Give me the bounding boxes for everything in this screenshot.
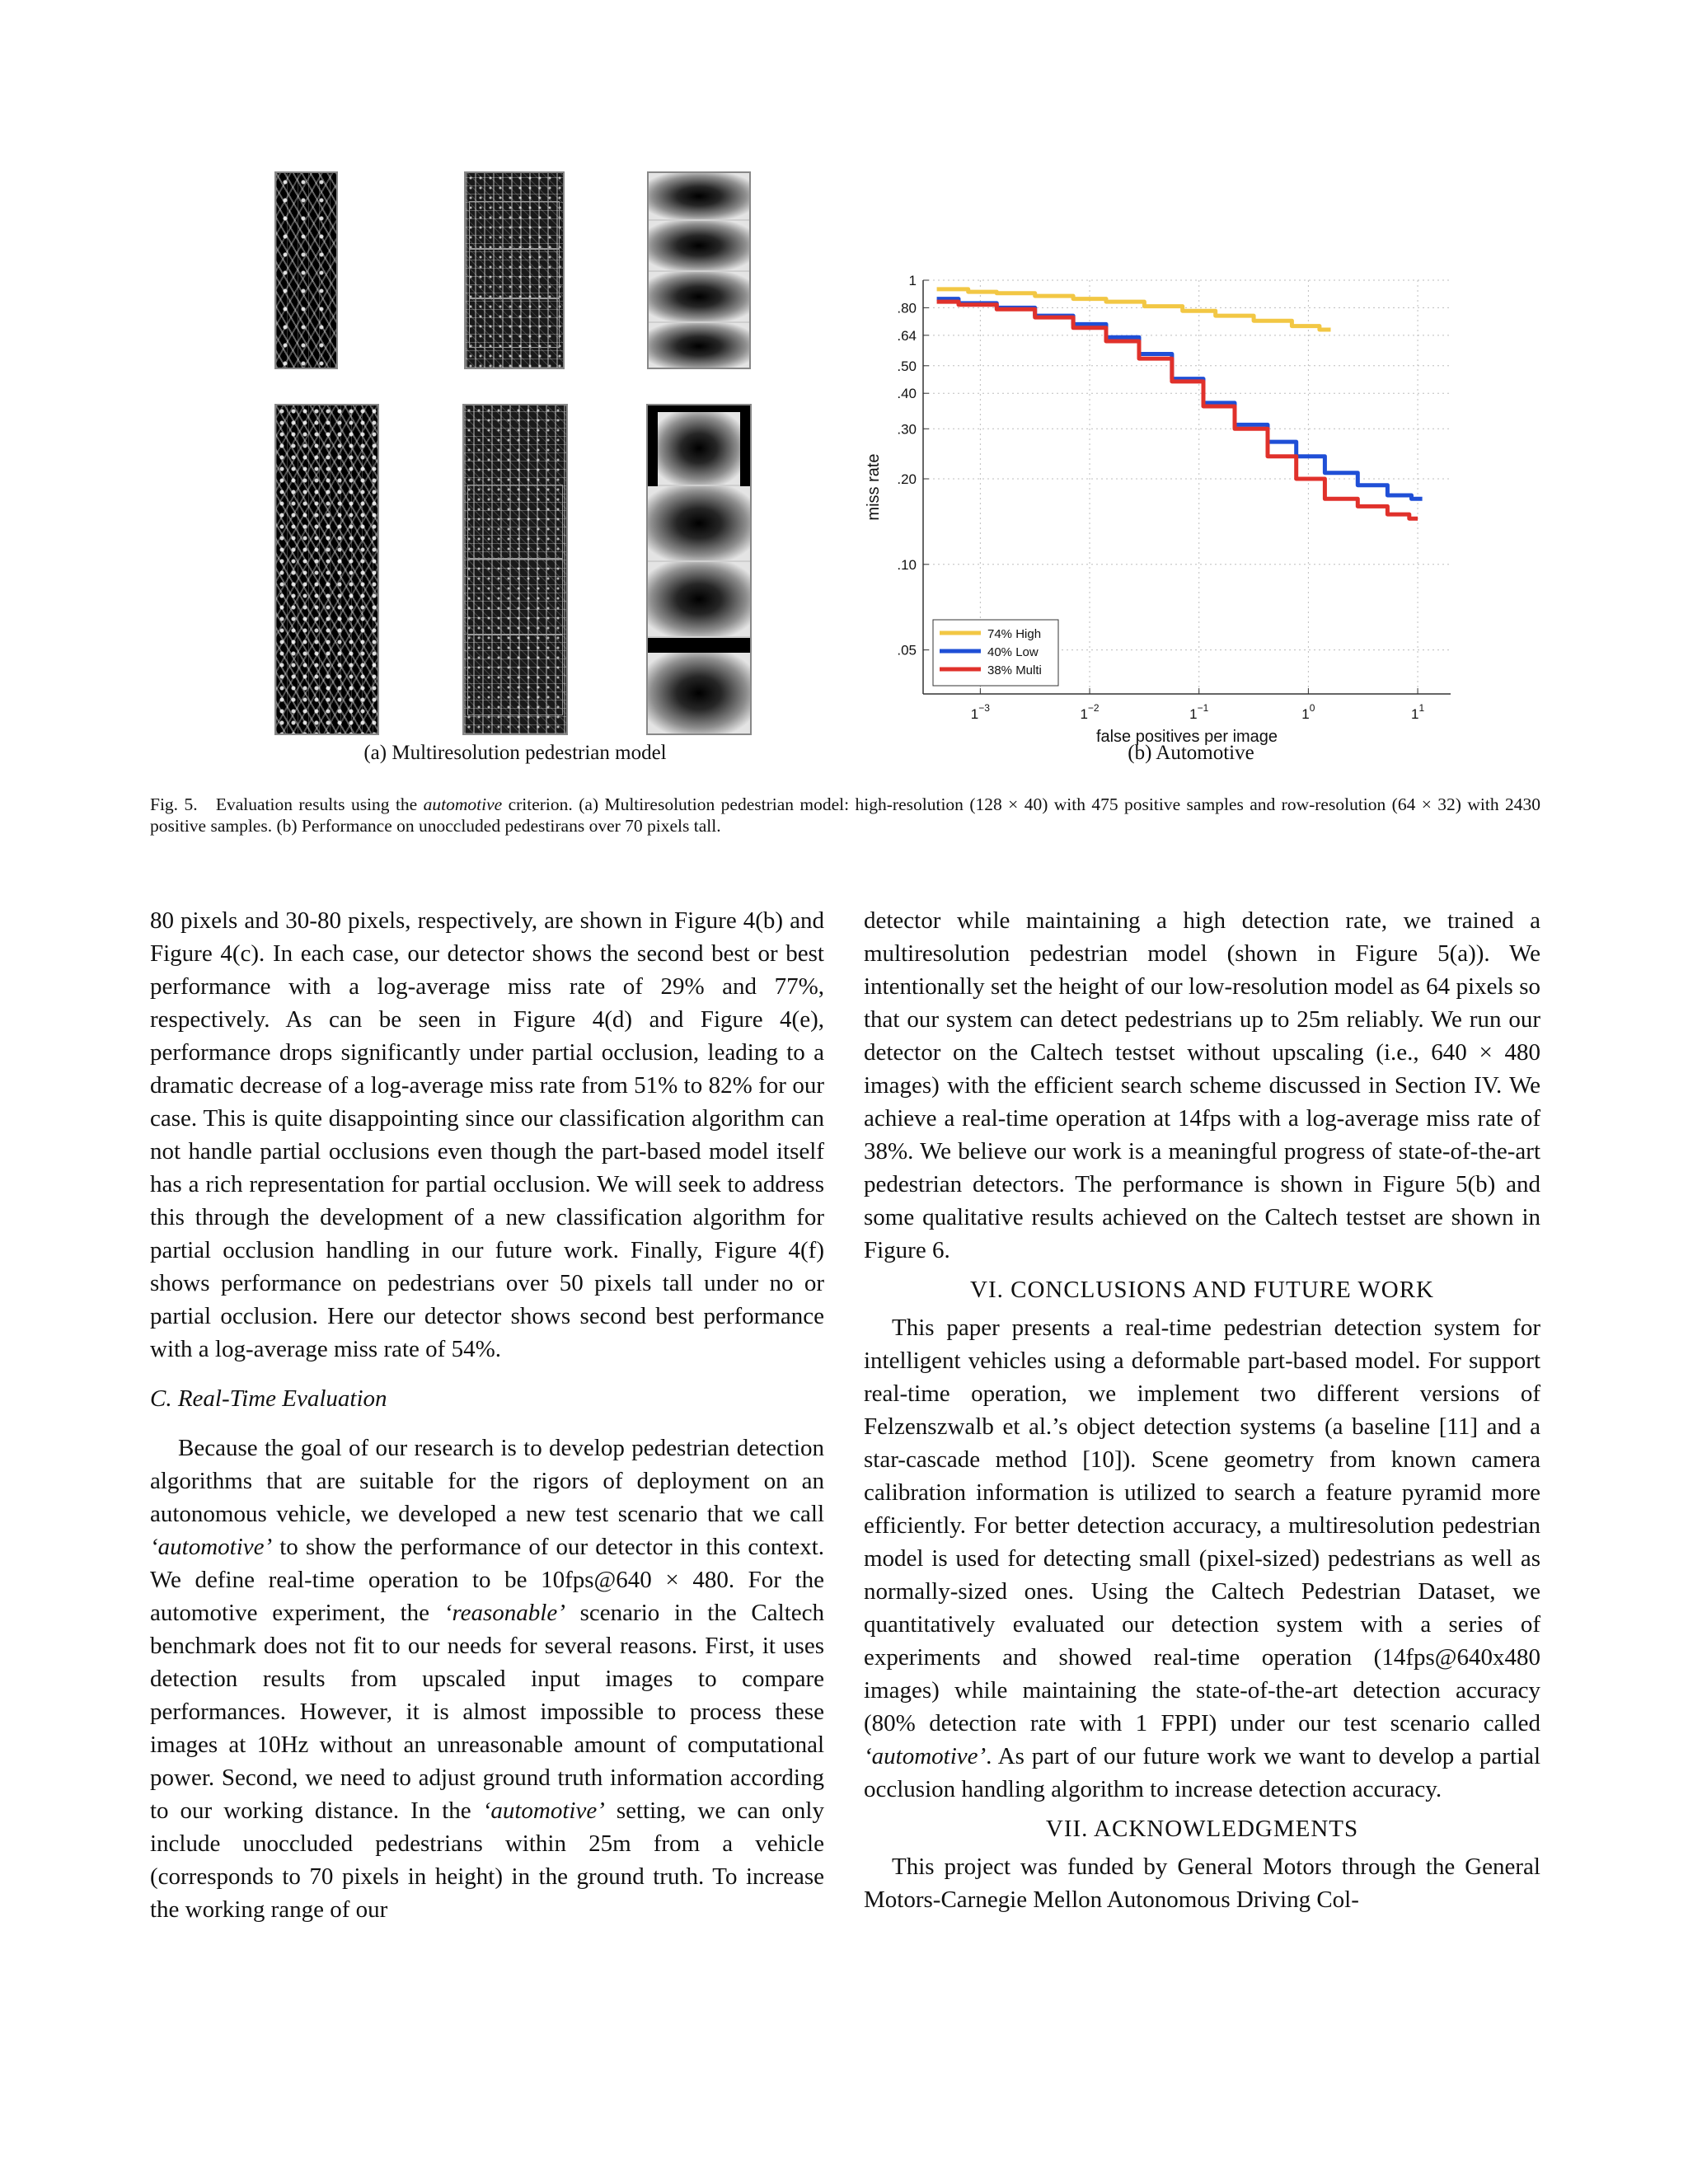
low-res-part-filters bbox=[464, 171, 565, 369]
left-column bbox=[150, 904, 824, 1926]
y-tick-label: .10 bbox=[897, 556, 917, 573]
low-res-deformation-costs bbox=[647, 171, 751, 369]
section-heading: VI. CONCLUSIONS AND FUTURE WORK bbox=[970, 1277, 1434, 1303]
right-column bbox=[864, 904, 1540, 1916]
x-tick-label: $1^1$ bbox=[1410, 702, 1425, 722]
figure-label: Fig. 5. bbox=[150, 794, 198, 814]
y-tick-label: .05 bbox=[897, 642, 917, 658]
section-heading: VII. ACKNOWLEDGMENTS bbox=[1045, 1816, 1359, 1842]
y-tick-label: .50 bbox=[897, 358, 917, 374]
legend-label: 40% Low bbox=[987, 645, 1039, 659]
x-tick-label: $1^0$ bbox=[1301, 702, 1315, 722]
figure-caption: Fig. 5. Evaluation results using the automotive criterion. (a) Multiresolution pedestrian model: high-resolution (128 × 40) with 475 positive samples and row-resolution (64 × 32) with 2430 positive samples. (b) Performance on unoccluded pedestirans over 70 pixels tall. bbox=[150, 794, 1540, 836]
y-tick-label: .30 bbox=[897, 421, 917, 438]
high-res-root-filter bbox=[274, 404, 379, 735]
series-line-2 bbox=[937, 299, 1423, 499]
y-axis-label: miss rate bbox=[865, 453, 883, 521]
legend-label: 74% High bbox=[987, 627, 1042, 641]
high-res-part-filters bbox=[462, 404, 568, 735]
y-tick-label: .64 bbox=[897, 327, 917, 344]
low-res-root-filter bbox=[274, 171, 338, 369]
series-line-3 bbox=[937, 302, 1418, 518]
miss-rate-chart bbox=[857, 264, 1467, 750]
x-tick-label: $1^{-1}$ bbox=[1189, 702, 1209, 722]
paragraph: 80 pixels and 30-80 pixels, respectively, are shown in Figure 4(b) and Figure 4(c). In each case, our detector shows the second best or best performance with a log-average miss rate of 29% and 77%, respectively. As can be seen in Figure 4(d) and Figure 4(e), performance drops significantly under partial occlusion, leading to a dramatic decrease of a log-average miss rate from 51% to 82% for our case. This is quite disappointing since our classification algorithm can not handle partial occlusions even though the part-based model itself has a rich representation for partial occlusion. We will seek to address this through the development of a new classification algorithm for partial occlusion handling in our future work. Finally, Figure 4(f) shows performance on pedestrians over 50 pixels tall under no or partial occlusion. Here our detector shows second best performance with a log-average miss rate of 54%. bbox=[150, 907, 824, 1362]
x-tick-label: $1^{-3}$ bbox=[970, 702, 990, 722]
subcaption-b: (b) Automotive bbox=[1128, 742, 1254, 764]
legend-label: 38% Multi bbox=[987, 663, 1042, 677]
y-tick-label: .80 bbox=[897, 300, 917, 316]
section-heading: C. Real-Time Evaluation bbox=[150, 1385, 387, 1412]
x-axis-label: false positives per image bbox=[1095, 728, 1278, 746]
x-tick-label: $1^{-2}$ bbox=[1080, 702, 1100, 722]
high-res-deformation-costs bbox=[646, 404, 752, 735]
paragraph: Because the goal of our research is to develop pedestrian detection algorithms that are suitable for the rigors of deployment on an autonomous vehicle, we developed a new test scenario that we call ‘automotive’ to show the performance of our detector in this context. We define real-time operation to be 10fps@640 × 480. For the automotive experiment, the ‘reasonable’ scenario in the Caltech benchmark does not fit to our needs for several reasons. First, it uses detection results from upscaled input images to compare performances. However, it is almost impossible to process these images at 10Hz without an unreasonable amount of computational power. Second, we need to adjust ground truth information according to our working distance. In the ‘automotive’ setting, we can only include unoccluded pedestrians within 25m from a vehicle (corresponds to 70 pixels in height) in the ground truth. To increase the working range of our bbox=[150, 1435, 824, 1923]
paragraph: detector while maintaining a high detection rate, we trained a multiresolution pedestrian model (shown in Figure 5(a)). We intentionally set the height of our low-resolution model as 64 pixels so that our system can detect pedestrians up to 25m reliably. We run our detector on the Caltech testset without upscaling (i.e., 640 × 480 images) with the efficient search scheme discussed in Section IV. We achieve a real-time operation at 14fps with a log-average miss rate of 38%. We believe our work is a meaningful progress of state-of-the-art pedestrian detectors. The performance is shown in Figure 5(b) and some qualitative results achieved on the Caltech testset are shown in Figure 6. bbox=[864, 907, 1540, 1263]
y-tick-label: .20 bbox=[897, 471, 917, 488]
paragraph: This paper presents a real-time pedestrian detection system for intelligent vehicles using a deformable part-based model. For support real-time operation, we implement two different versions of Felzenszwalb et al.’s object detection systems (a baseline [11] and a star-cascade method [10]). Scene geometry from known camera calibration information is utilized to search a feature pyramid more efficiently. For better detection accuracy, a multiresolution pedestrian model is used for detecting small (pixel-sized) pedestrians as well as normally-sized ones. Using the Caltech Pedestrian Dataset, we quantitatively evaluated our detection system with a series of experiments and showed real-time operation (14fps@640x480 images) while maintaining the state-of-the-art detection accuracy (80% detection rate with 1 FPPI) under our test scenario called ‘automotive’. As part of our future work we want to develop a partial occlusion handling algorithm to increase detection accuracy. bbox=[864, 1315, 1540, 1802]
paragraph: This project was funded by General Motors through the General Motors-Carnegie Mellon Autonomous Driving Col- bbox=[864, 1854, 1540, 1913]
subcaption-a: (a) Multiresolution pedestrian model bbox=[363, 742, 667, 764]
y-tick-label: .40 bbox=[897, 386, 917, 402]
y-tick-label: 1 bbox=[908, 273, 917, 288]
